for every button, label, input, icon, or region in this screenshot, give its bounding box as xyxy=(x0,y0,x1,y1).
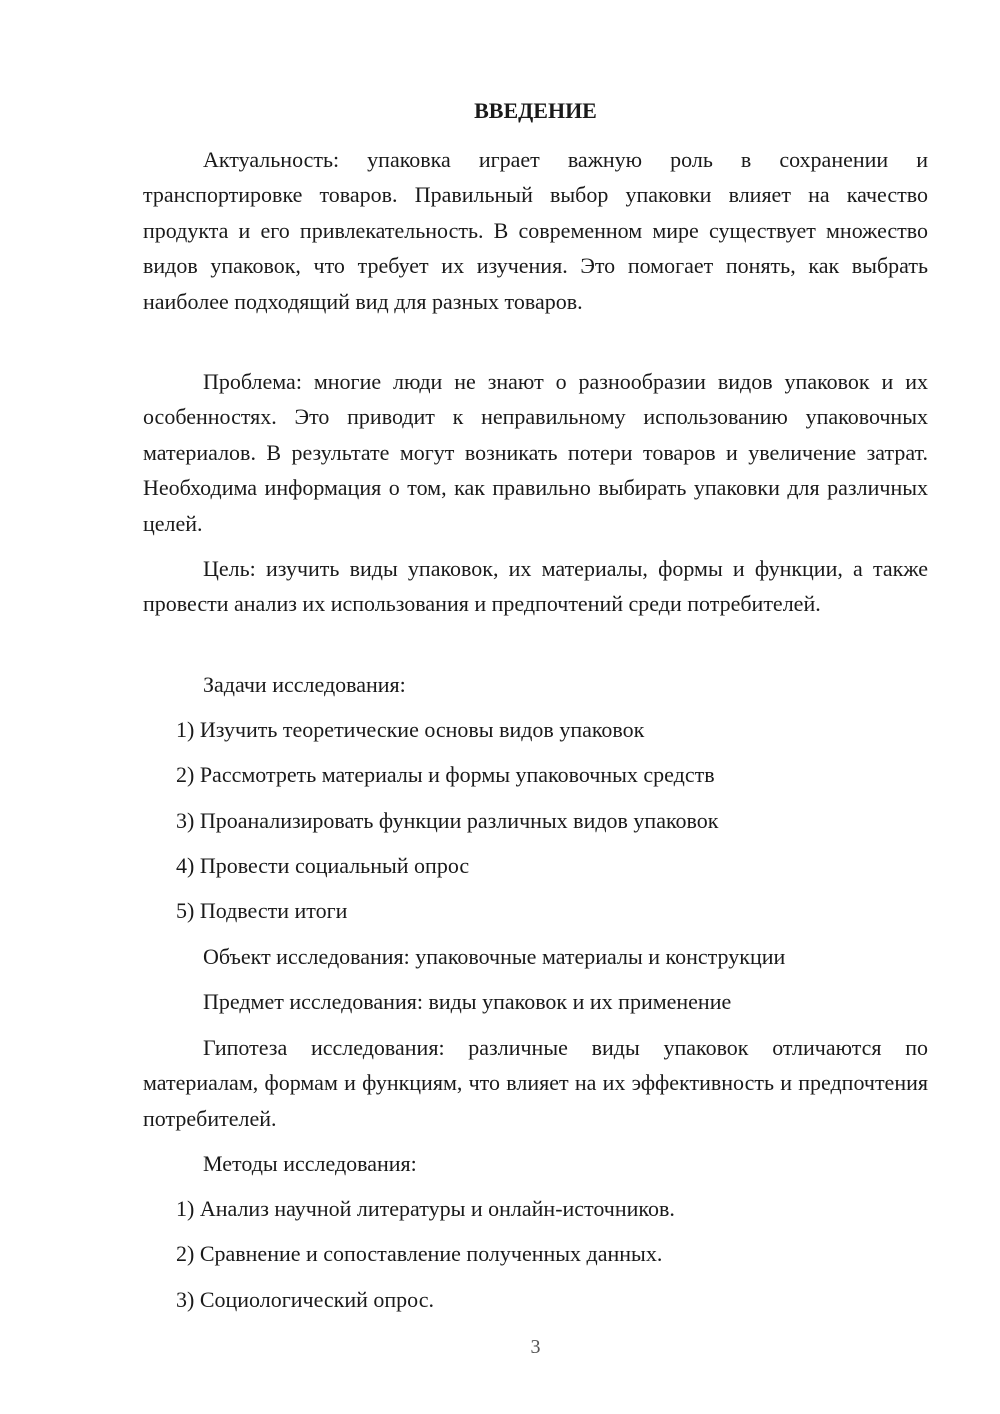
method-item-3: 3) Социологический опрос. xyxy=(176,1287,434,1312)
methods-heading: Методы исследования: xyxy=(203,1151,417,1176)
task-item-2: 2) Рассмотреть материалы и формы упаковочных средств xyxy=(176,762,715,787)
method-item-1: 1) Анализ научной литературы и онлайн-источников. xyxy=(176,1196,675,1221)
tasks-heading: Задачи исследования: xyxy=(203,672,406,697)
task-item-3: 3) Проанализировать функции различных видов упаковок xyxy=(176,808,719,833)
research-subject: Предмет исследования: виды упаковок и их применение xyxy=(203,989,732,1014)
task-item-1: 1) Изучить теоретические основы видов упаковок xyxy=(176,717,645,742)
paragraph-hypothesis: Гипотеза исследования: различные виды упаковок отличаются по материалам, формам и функциям, что влияет на их эффективность и предпочтения потребителей. xyxy=(143,1035,928,1131)
page-number: 3 xyxy=(530,1336,541,1358)
section-title: ВВЕДЕНИЕ xyxy=(474,98,597,123)
task-item-4: 4) Провести социальный опрос xyxy=(176,853,470,878)
research-object: Объект исследования: упаковочные материалы и конструкции xyxy=(203,944,786,969)
task-item-5: 5) Подвести итоги xyxy=(176,898,348,923)
paragraph-goal: Цель: изучить виды упаковок, их материалы, формы и функции, а также провести анализ их использования и предпочтений среди потребителей. xyxy=(143,556,928,617)
method-item-2: 2) Сравнение и сопоставление полученных данных. xyxy=(176,1241,663,1266)
paragraph-relevance: Актуальность: упаковка играет важную роль в сохранении и транспортировке товаров. Правильный выбор упаковки влияет на качество продукта и его привлекательность. В современном мире существует множество видов упаковок, что требует их изучения. Это помогает понять, как выбрать наиболее подходящий вид для разных товаров. xyxy=(143,147,928,314)
paragraph-problem: Проблема: многие люди не знают о разнообразии видов упаковок и их особенностях. Это приводит к неправильному использованию упаковочных материалов. В результате могут возникать потери товаров и увеличение затрат. Необходима информация о том, как правильно выбирать упаковки для различных целей. xyxy=(143,369,928,536)
